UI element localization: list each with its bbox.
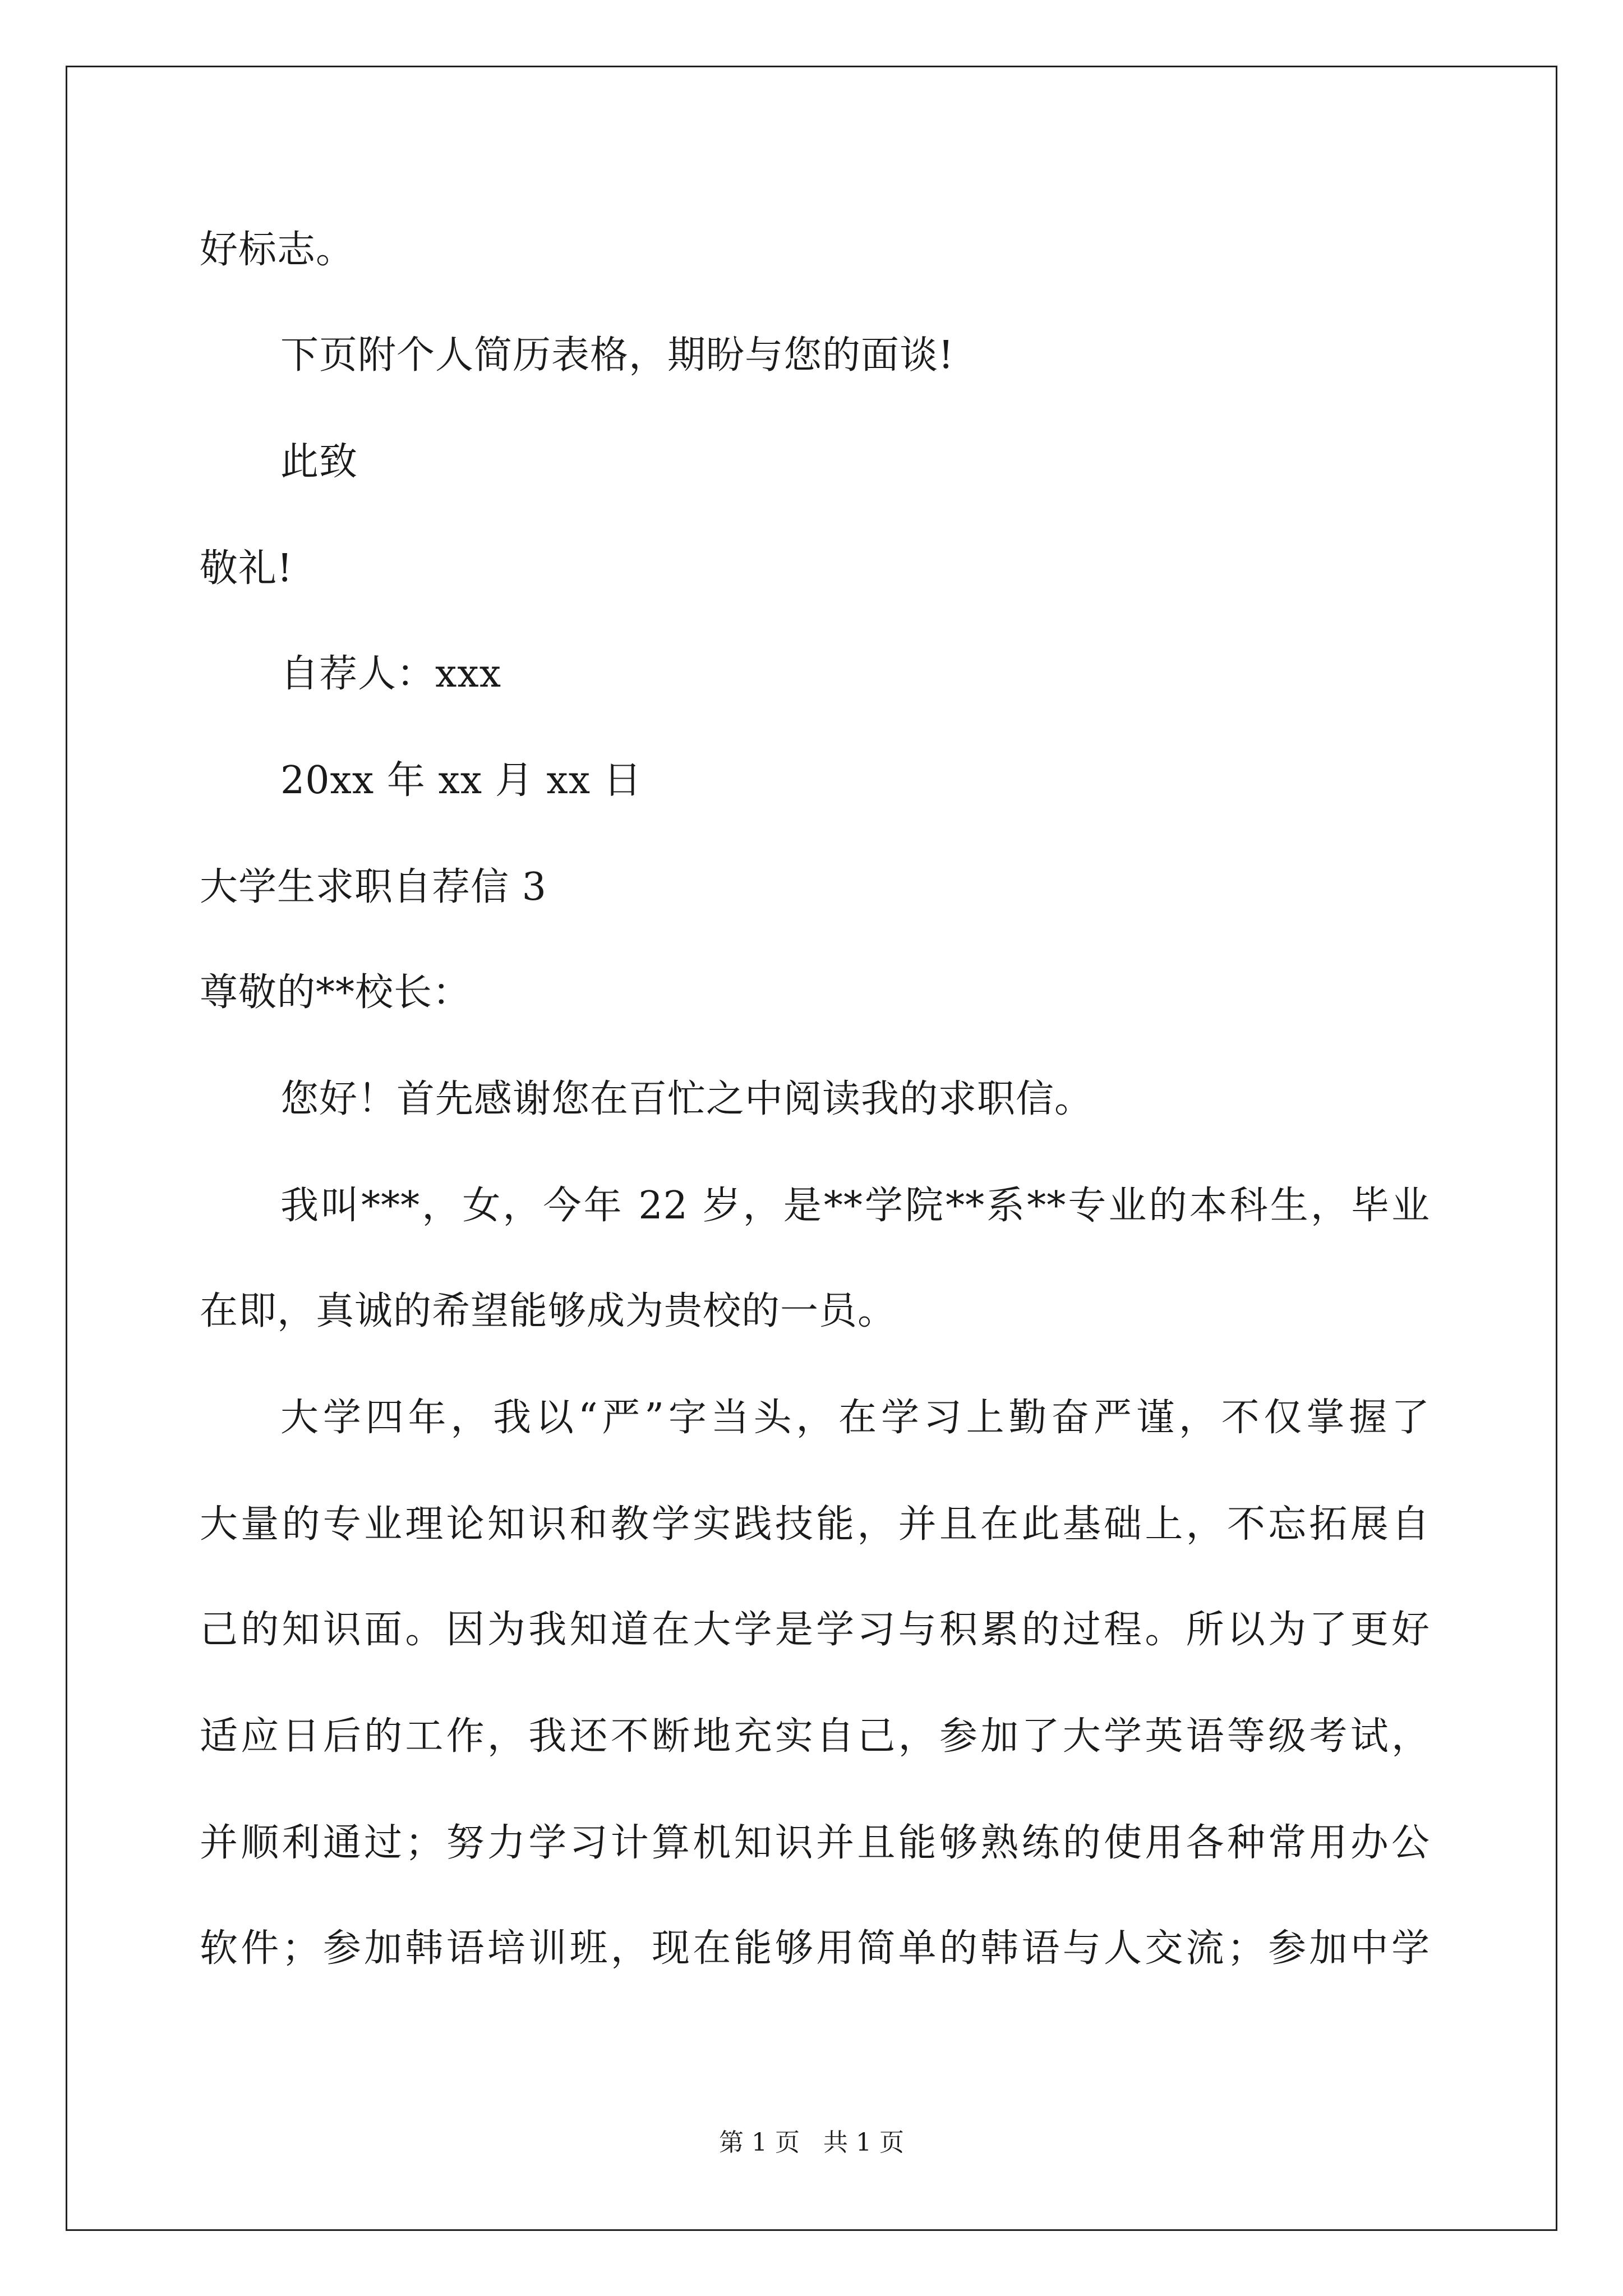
paragraph-line: 大量的专业理论知识和教学实践技能，并且在此基础上，不忘拓展自 [200, 1502, 1430, 1547]
paragraph-line: 并顺利通过；努力学习计算机知识并且能够熟练的使用各种常用办公 [200, 1821, 1430, 1865]
text-line-signature: 自荐人：xxx [280, 652, 502, 696]
section-heading: 大学生求职自荐信 3 [200, 865, 547, 909]
text-line-opening: 您好！首先感谢您在百忙之中阅读我的求职信。 [280, 1077, 1094, 1121]
page-number-footer: 第 1 页 共 1 页 [719, 2128, 904, 2157]
paragraph-line: 在即，真诚的希望能够成为贵校的一员。 [200, 1289, 897, 1333]
page-border [66, 66, 1557, 2231]
text-line-salutation-close: 此致 [280, 440, 358, 484]
text-line-date: 20xx 年 xx 月 xx 日 [280, 758, 642, 803]
paragraph-line: 适应日后的工作，我还不断地充实自己，参加了大学英语等级考试， [200, 1714, 1430, 1759]
text-line-regards: 敬礼! [200, 546, 293, 591]
paragraph-line: 己的知识面。因为我知道在大学是学习与积累的过程。所以为了更好 [200, 1608, 1430, 1652]
text-line-attachment-note: 下页附个人简历表格，期盼与您的面谈! [280, 333, 955, 378]
text-line-closing-fragment: 好标志。 [200, 228, 355, 272]
paragraph-line: 软件；参加韩语培训班，现在能够用简单的韩语与人交流；参加中学 [200, 1926, 1430, 1971]
paragraph-line: 我叫***，女，今年 22 岁，是**学院**系**专业的本科生，毕业 [280, 1184, 1430, 1228]
paragraph-line: 大学四年，我以“严”字当头，在学习上勤奋严谨，不仅掌握了 [280, 1396, 1430, 1440]
text-line-greeting: 尊敬的**校长： [200, 970, 472, 1015]
